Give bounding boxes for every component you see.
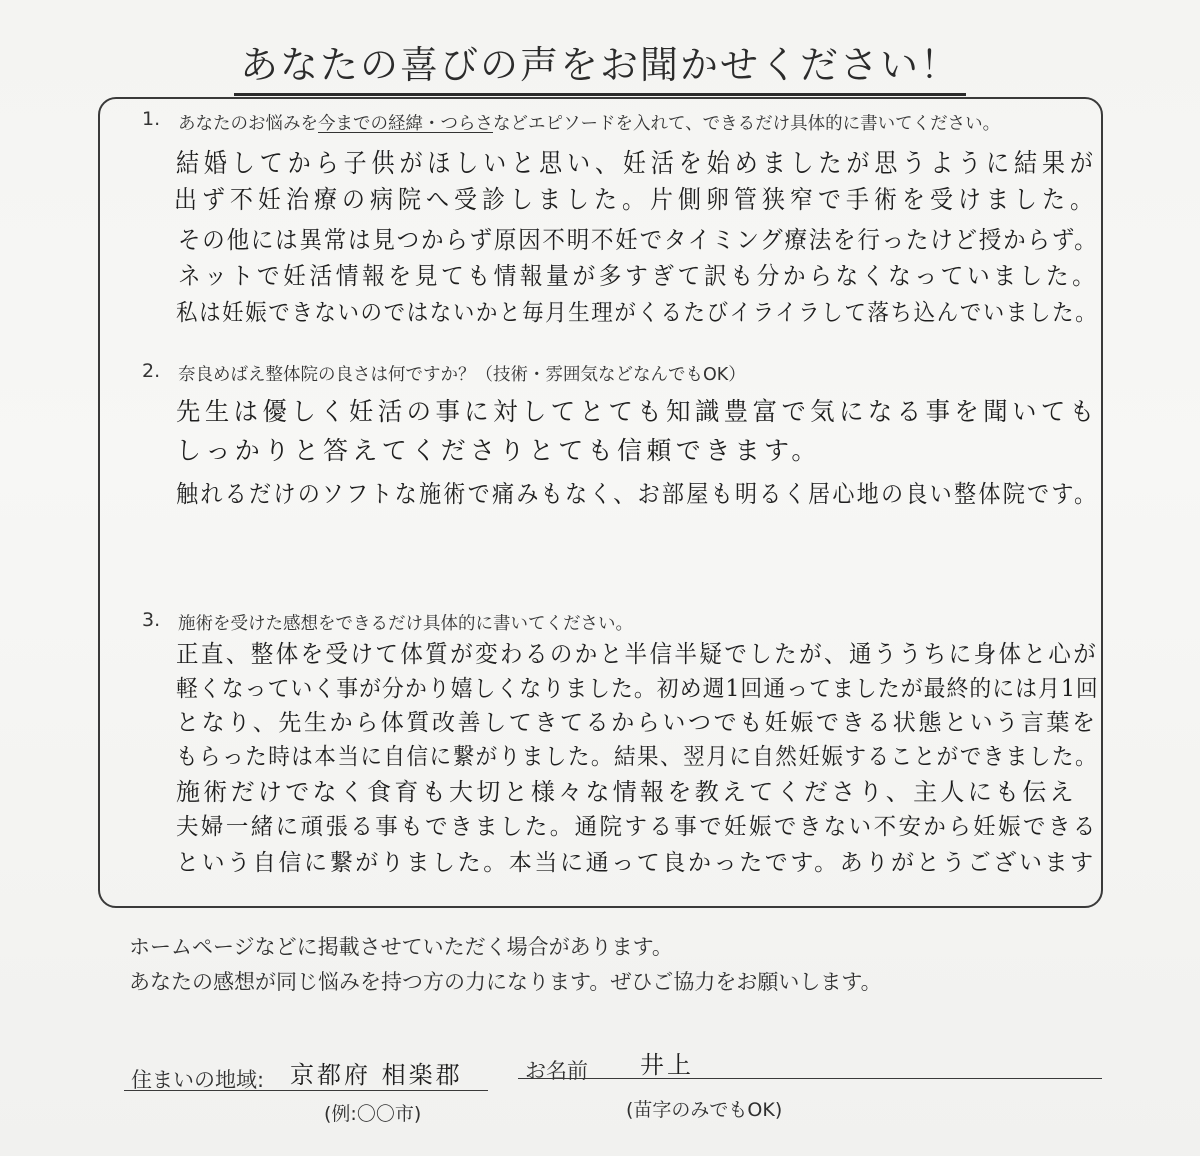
answer-1-line-4: ネットで妊活情報を見ても情報量が多すぎて訳も分からなくなっていました。 xyxy=(178,262,1099,290)
answer-3-line-6: 夫婦一緒に頑張る事もできました。通院する事で妊娠できない不安から妊娠できる xyxy=(176,814,1098,840)
region-value: 京都府 相楽郡 xyxy=(290,1061,463,1089)
question-3-prompt: 施術を受けた感想をできるだけ具体的に書いてください。 xyxy=(178,614,633,634)
form-title: あなたの喜びの声をお聞かせください！ xyxy=(0,34,1200,96)
answer-1-line-2: 出ず不妊治療の病院へ受診しました。片側卵管狭窄で手術を受けました。 xyxy=(174,185,1098,214)
question-2-number: 2. xyxy=(142,360,161,382)
answer-2-line-2: しっかりと答えてくださりとても信頼できます。 xyxy=(176,436,821,465)
region-underline xyxy=(124,1090,488,1091)
question-1-number: 1. xyxy=(142,108,161,130)
answer-3-line-4: もらった時は本当に自信に繋がりました。結果、翌月に自然妊娠することができました。 xyxy=(176,744,1099,770)
answer-3-line-5: 施術だけでなく食育も大切と様々な情報を教えてくださり、主人にも伝え xyxy=(176,778,1077,806)
name-label: お名前 xyxy=(525,1059,588,1083)
answer-2-line-3: 触れるだけのソフトな施術で痛みもなく、お部屋も明るく居心地の良い整体院です。 xyxy=(176,480,1099,508)
answer-1-line-5: 私は妊娠できないのではないかと毎月生理がくるたびイライラして落ち込んでいました。 xyxy=(176,300,1099,326)
question-1-prompt: あなたのお悩みを今までの経緯・つらさなどエピソードを入れて、できるだけ具体的に書いてください。 xyxy=(178,114,1001,134)
question-2-prompt: 奈良めばえ整体院の良さは何ですか？（技術・雰囲気などなんでもOK） xyxy=(178,365,746,385)
answer-1-line-3: その他には異常は見つからず原因不明不妊でタイミング療法を行ったけど授からず。 xyxy=(178,226,1099,254)
name-value: 井上 xyxy=(640,1051,694,1079)
answer-3-line-1: 正直、整体を受けて体質が変わるのかと半信半疑でしたが、通ううちに身体と心が xyxy=(176,640,1099,668)
answer-2-line-1: 先生は優しく妊活の事に対してとても知識豊富で気になる事を聞いても xyxy=(176,397,1099,426)
answer-1-line-1: 結婚してから子供がほしいと思い、妊活を始めましたが思うように結果が xyxy=(176,149,1098,179)
answer-3-line-7: という自信に繋がりました。本当に通って良かったです。ありがとうございます xyxy=(176,850,1096,876)
name-underline xyxy=(518,1078,1102,1079)
footer-note-1: ホームページなどに掲載させていただく場合があります。 xyxy=(129,935,673,959)
answer-3-line-2: 軽くなっていく事が分かり嬉しくなりました。初め週1回通ってましたが最終的には月1回 xyxy=(176,676,1099,702)
footer-note-2: あなたの感想が同じ悩みを持つ方の力になります。ぜひご協力をお願いします。 xyxy=(129,970,882,994)
answer-3-line-3: となり、先生から体質改善してきてるからいつでも妊娠できる状態という言葉を xyxy=(176,710,1098,736)
question-3-number: 3. xyxy=(142,609,161,631)
name-note: (苗字のみでもOK) xyxy=(626,1099,783,1121)
region-label: 住まいの地域: xyxy=(131,1068,265,1092)
region-example-note: (例:〇〇市) xyxy=(324,1103,422,1125)
